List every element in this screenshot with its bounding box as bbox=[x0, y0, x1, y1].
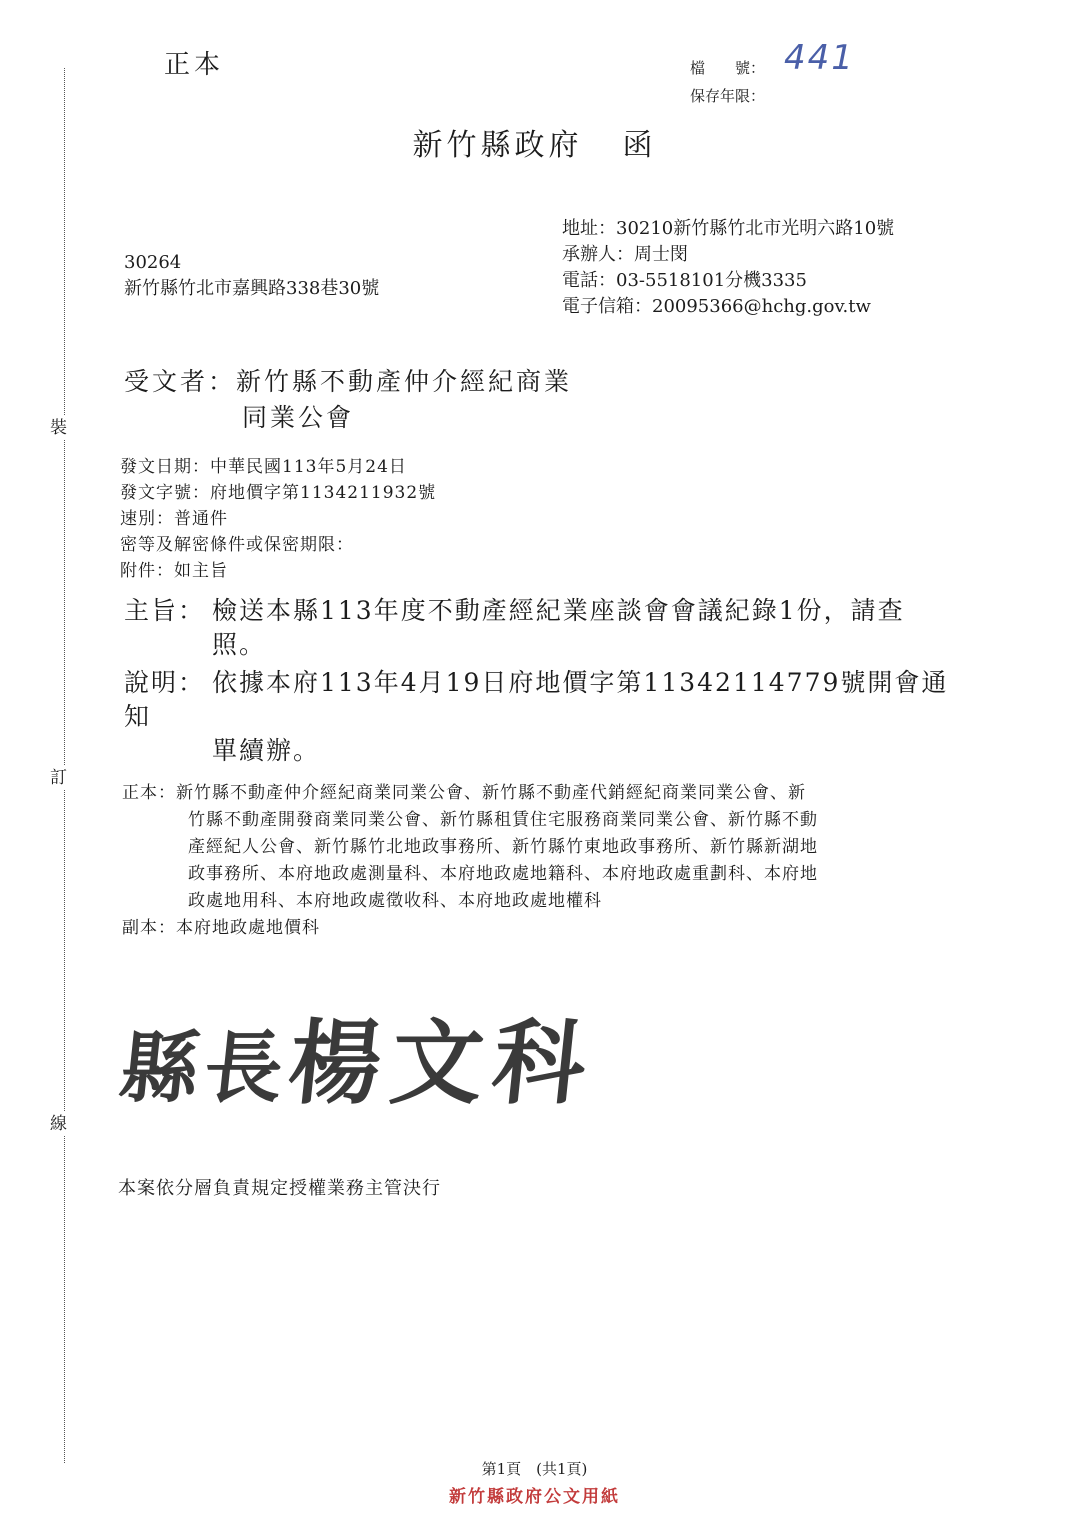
magistrate-signature bbox=[115, 990, 603, 1122]
speed-class: 速別：普通件 bbox=[120, 509, 228, 529]
doc-number: 發文字號：府地價字第1134211932號 bbox=[120, 483, 437, 503]
signature-name: 楊文科 bbox=[283, 1009, 601, 1117]
recipient-street: 新竹縣竹北市嘉興路338巷30號 bbox=[124, 278, 380, 299]
recipient-line-2: 同業公會 bbox=[242, 403, 355, 432]
binding-mark-ding: 訂 bbox=[50, 768, 67, 788]
binding-mark-zhuang: 裝 bbox=[50, 418, 67, 438]
archive-number-handwritten: 441 bbox=[784, 38, 855, 78]
document-meta bbox=[120, 454, 436, 584]
archive-box bbox=[690, 54, 765, 110]
subject-head: 主旨： bbox=[124, 596, 206, 625]
recipient-line-1: 受文者：新竹縣不動產仲介經紀商業 bbox=[124, 367, 573, 396]
sender-phone: 電話：03-5518101分機3335 bbox=[562, 270, 807, 291]
document-title bbox=[0, 120, 1069, 164]
signature-title: 縣長 bbox=[115, 1023, 294, 1114]
subject-line-2: 照。 bbox=[212, 630, 267, 659]
letterhead-footer: 新竹縣政府公文用紙 bbox=[449, 1487, 620, 1507]
original-recipients-line-5: 政處地用科、本府地政處徵收科、本府地政處地權科 bbox=[188, 891, 602, 911]
original-recipients-line-3: 產經紀人公會、新竹縣竹北地政事務所、新竹縣竹東地政事務所、新竹縣新湖地 bbox=[188, 837, 818, 857]
sender-info bbox=[562, 216, 894, 320]
copy-recipients: 副本：本府地政處地價科 bbox=[122, 918, 320, 938]
explanation-paragraph bbox=[124, 666, 974, 768]
recipient-address bbox=[124, 250, 379, 302]
explanation-line-1: 依據本府113年4月19日府地價字第11342114779號開會通知 bbox=[124, 668, 949, 731]
sender-address: 地址：30210新竹縣竹北市光明六路10號 bbox=[562, 218, 895, 239]
original-recipients-line-2: 竹縣不動產開發商業同業公會、新竹縣租賃住宅服務商業同業公會、新竹縣不動 bbox=[188, 810, 818, 830]
title-org: 新竹縣政府 bbox=[412, 128, 583, 163]
subject-line-1: 檢送本縣113年度不動產經紀業座談會會議紀錄1份，請查 bbox=[212, 596, 905, 625]
explanation-line-2: 單續辦。 bbox=[212, 736, 321, 765]
attachment: 附件：如主旨 bbox=[120, 561, 228, 581]
explanation-head: 說明： bbox=[124, 668, 206, 697]
retention-label: 保存年限： bbox=[690, 87, 766, 105]
classification: 密等及解密條件或保密期限： bbox=[120, 535, 354, 555]
page-number: 第1頁 (共1頁) bbox=[481, 1460, 588, 1478]
subject-paragraph bbox=[124, 594, 974, 662]
recipient bbox=[124, 364, 572, 436]
sender-officer: 承辦人：周士閔 bbox=[562, 244, 688, 265]
distribution-list bbox=[122, 780, 818, 942]
original-recipients-line-4: 政事務所、本府地政處測量科、本府地政處地籍科、本府地政處重劃科、本府地 bbox=[188, 864, 818, 884]
recipient-postcode: 30264 bbox=[124, 252, 182, 273]
sender-email: 電子信箱：20095366@hchg.gov.tw bbox=[562, 296, 871, 317]
title-type: 函 bbox=[622, 128, 657, 163]
authorization-note: 本案依分層負責規定授權業務主管決行 bbox=[118, 1178, 441, 1199]
original-recipients-line-1: 正本：新竹縣不動產仲介經紀商業同業公會、新竹縣不動產代銷經紀商業同業公會、新 bbox=[122, 783, 806, 803]
archive-number-label: 檔 號： bbox=[690, 59, 766, 77]
binding-mark-xian: 線 bbox=[50, 1114, 67, 1134]
issue-date: 發文日期：中華民國113年5月24日 bbox=[120, 457, 407, 477]
copy-label: 正本 bbox=[164, 50, 225, 80]
